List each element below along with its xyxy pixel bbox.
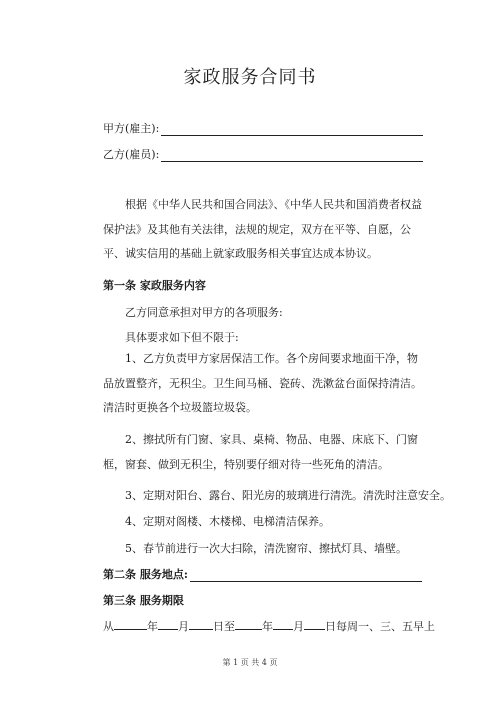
month-2-text: 月 (293, 620, 304, 633)
year-2-text: 年 (262, 620, 273, 633)
party-a-field (103, 120, 423, 136)
article-3-heading: 第三条 服务期限 (103, 594, 184, 607)
document-title: 家政服务合同书 (183, 67, 317, 88)
end-day-blank (304, 619, 325, 630)
day-to-text: 日至 (213, 620, 235, 633)
month-text: 月 (178, 620, 189, 633)
article-1-intro: 乙方同意承担对甲方的各项服务: (125, 306, 283, 319)
schedule-text: 日每周一、三、五早上 (325, 620, 435, 633)
party-b-blank-line (161, 150, 423, 162)
end-year-blank (235, 619, 262, 630)
requirement-item-2: 2、擦拭所有门窗、家具、桌椅、物品、电器、床底下、门窗框，窗套、做到无积尘，特别要仔细对待一些死角的清洁。 (103, 433, 418, 471)
article-2-label: 第二条 服务地点: (103, 568, 188, 581)
start-year-blank (114, 619, 147, 630)
party-b-label: 乙方(雇员): (103, 148, 160, 161)
article-2-heading (103, 566, 422, 582)
party-a-label: 甲方(雇主): (103, 122, 160, 135)
year-text: 年 (147, 620, 158, 633)
article-1-heading: 第一条 家政服务内容 (103, 279, 206, 292)
party-b-field (103, 146, 423, 162)
end-month-blank (273, 619, 293, 630)
start-month-blank (158, 619, 178, 630)
service-location-blank-line (190, 570, 422, 582)
preamble-paragraph: 根据《中华人民共和国合同法》、《中华人民共和国消费者权益保护法》及其他有关法律，法规的规定，双方在平等、自愿，公平、诚实信用的基础上就家政服务相关事宜达成本协议。 (103, 198, 422, 260)
service-period-line (103, 618, 435, 634)
start-day-blank (189, 619, 213, 630)
requirement-item-5: 5、春节前进行一次大扫除，清洗窗帘、擦拭灯具、墙壁。 (125, 542, 407, 555)
requirement-item-3: 3、定期对阳台、露台、阳光房的玻璃进行清洗。清洗时注意安全。 (125, 489, 451, 502)
page-number-footer: 第 1 页 共 4 页 (222, 658, 278, 667)
from-text: 从 (103, 620, 114, 633)
requirement-item-1: 1、乙方负责甲方家居保洁工作。各个房间要求地面干净，物品放置整齐，无积尘。卫生间马桶、瓷砖、洗漱盆台面保持清洁。清洁时更换各个垃圾篮垃圾袋。 (103, 352, 422, 414)
party-a-blank-line (161, 124, 423, 136)
requirement-item-4: 4、定期对阁楼、木楼梯、电梯清洁保养。 (125, 515, 330, 528)
requirements-intro: 具体要求如下但不限于: (125, 331, 239, 344)
